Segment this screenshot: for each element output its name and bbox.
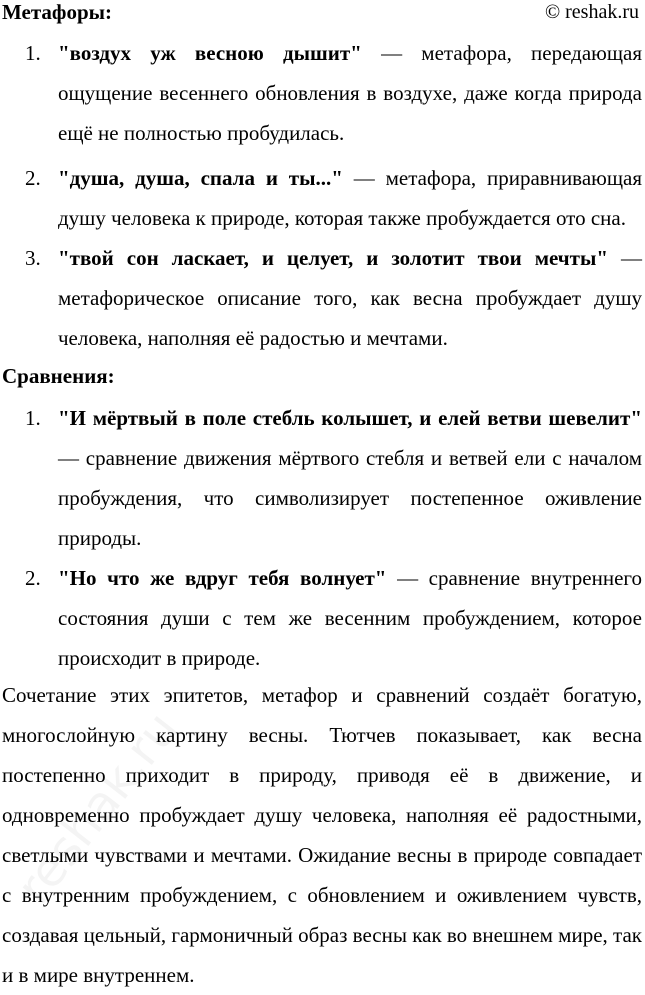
- item-quote: "И мёртвый в поле стебль колышет, и елей ветви шевелит": [58, 406, 642, 430]
- item-text: [58, 158, 642, 238]
- item-number: 3.: [25, 246, 41, 270]
- item-quote: "Но что же вдруг тебя волнует": [58, 566, 387, 590]
- item-description: — сравнение внутреннего состояния души с тем же весенним пробуждением, которое происходит в природе.: [58, 566, 642, 670]
- site-credit: © reshak.ru: [544, 1, 639, 23]
- item-description: — метафора, приравнивающая душу человека к природе, которая также пробуждается ото сна.: [58, 166, 642, 230]
- metaphors-heading: Метафоры:: [2, 0, 113, 24]
- item-text: [58, 398, 642, 558]
- item-quote: "воздух уж весною дышит": [58, 41, 362, 65]
- metaphors-list: [0, 33, 645, 358]
- item-quote: "твой сон ласкает, и целует, и золотит твои мечты": [58, 246, 609, 270]
- comparisons-list: [0, 398, 645, 678]
- item-number: 1.: [25, 41, 41, 65]
- list-item: [0, 558, 645, 678]
- item-text: [58, 33, 642, 153]
- item-description: — метафорическое описание того, как весна пробуждает душу человека, наполняя её радостью и мечтами.: [58, 246, 642, 350]
- list-item: [0, 33, 645, 145]
- item-number: 1.: [25, 406, 41, 430]
- comparisons-heading: Сравнения:: [2, 364, 115, 388]
- item-text: [58, 238, 642, 358]
- item-number: 2.: [25, 166, 41, 190]
- item-description: — метафора, передающая ощущение весеннего обновления в воздухе, даже когда природа ещё не полностью пробудилась.: [58, 41, 642, 145]
- conclusion-paragraph: Сочетание этих эпитетов, метафор и сравнений создаёт богатую, многослойную картину весны. Тютчев показывает, как весна постепенно приходит в природу, приводя её в движение, и одновременно пробуждает душу человека, наполняя её радостными, светлыми чувствами и мечтами. Ожидание весны в природе совпадает с внутренним пробуждением, с обновлением и оживлением чувств, создавая цельный, гармоничный образ весны как во внешнем мире, так и в мире внутреннем.: [2, 683, 642, 987]
- item-quote: "душа, душа, спала и ты...": [58, 166, 343, 190]
- list-item: [0, 398, 645, 558]
- item-text: [58, 558, 642, 678]
- list-item: [0, 158, 645, 238]
- list-item: [0, 238, 645, 358]
- item-description: — сравнение движения мёртвого стебля и ветвей ели с началом пробуждения, что символизирует постепенное оживление природы.: [58, 446, 642, 550]
- item-number: 2.: [25, 566, 41, 590]
